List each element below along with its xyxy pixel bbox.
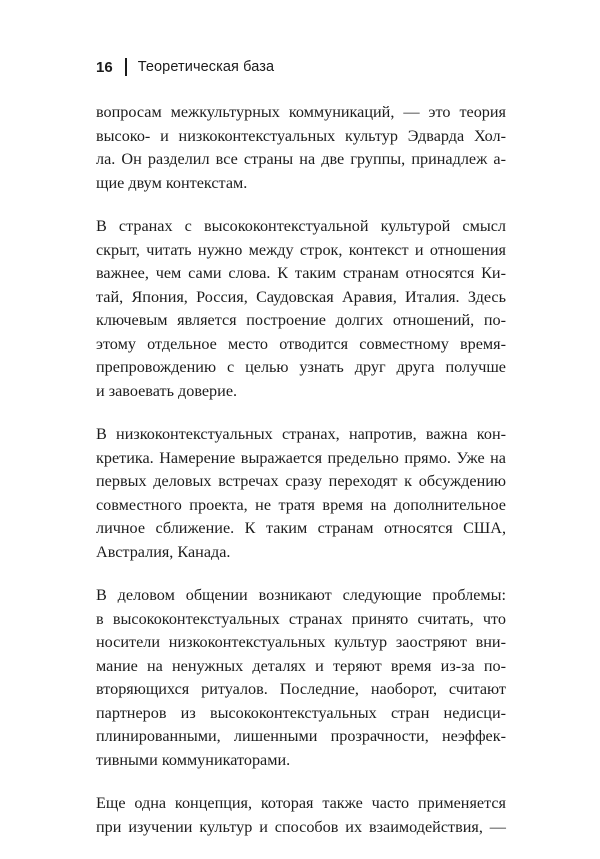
text-line: важнее, чем сами слова. К таким странам относятся Ки-	[96, 264, 506, 282]
body-text	[96, 101, 506, 859]
paragraph	[96, 584, 506, 772]
text-line: щие двум контекстам.	[96, 173, 248, 192]
text-line: тивными коммуникаторами.	[96, 750, 291, 769]
text-line: ключевым является построение долгих отношений, по-	[96, 311, 506, 329]
text-line: партнеров из высококонтекстуальных стран недисци-	[96, 703, 506, 722]
text-line: первых деловых встречах сразу переходят к обсуждению	[96, 472, 506, 490]
text-line: этому отдельное место отводится совместному время-	[96, 334, 506, 353]
text-line: совместного проекта, не тратя время на дополнительное	[96, 495, 506, 514]
text-line: плинированными, лишенными прозрачности, неэффек-	[96, 727, 506, 745]
text-line: В низкоконтекстуальных странах, напротив, важна кон-	[96, 425, 506, 443]
text-line: ла. Он разделил все страны на две группы, принадлеж а-	[96, 150, 506, 168]
text-line: при изучении культур и способов их взаимодействия, —	[96, 817, 506, 836]
text-line: в высококонтекстуальных странах принято считать, что	[96, 609, 506, 628]
page-header	[96, 58, 274, 76]
paragraph	[96, 101, 506, 195]
text-line: личное сближение. К таким странам относятся США,	[96, 519, 506, 537]
text-line: высоко- и низкоконтекстуальных культур Эдварда Хол-	[96, 126, 506, 145]
text-line: мание на ненужных деталях и теряют время из-за по-	[96, 656, 506, 675]
text-line: и завоевать доверие.	[96, 381, 238, 400]
paragraph	[96, 423, 506, 564]
page-number: 16	[96, 58, 113, 76]
text-line: носители низкоконтекстуальных культур заостряют вни-	[96, 633, 506, 651]
text-line: В странах с высококонтекстуальной культурой смысл	[96, 217, 506, 235]
text-line: препровождению с целью узнать друг друга получше	[96, 358, 506, 376]
text-line: кретика. Намерение выражается предельно прямо. Уже на	[96, 448, 506, 467]
text-line: В деловом общении возникают следующие проблемы:	[96, 586, 506, 604]
paragraph	[96, 215, 506, 403]
text-line: Австралия, Канада.	[96, 542, 231, 561]
text-line: вопросам межкультурных коммуникаций, — это теория	[96, 103, 506, 121]
header-divider	[125, 58, 127, 76]
text-line: вторяющихся ритуалов. Последние, наоборот, считают	[96, 680, 506, 698]
running-head: Теоретическая база	[137, 59, 275, 75]
text-line: скрыт, читать нужно между строк, контекст и отношения	[96, 240, 506, 259]
text-line: Еще одна концепция, которая также часто применяется	[96, 794, 506, 812]
text-line: тай, Япония, Россия, Саудовская Аравия, Италия. Здесь	[96, 287, 506, 306]
paragraph	[96, 792, 506, 839]
